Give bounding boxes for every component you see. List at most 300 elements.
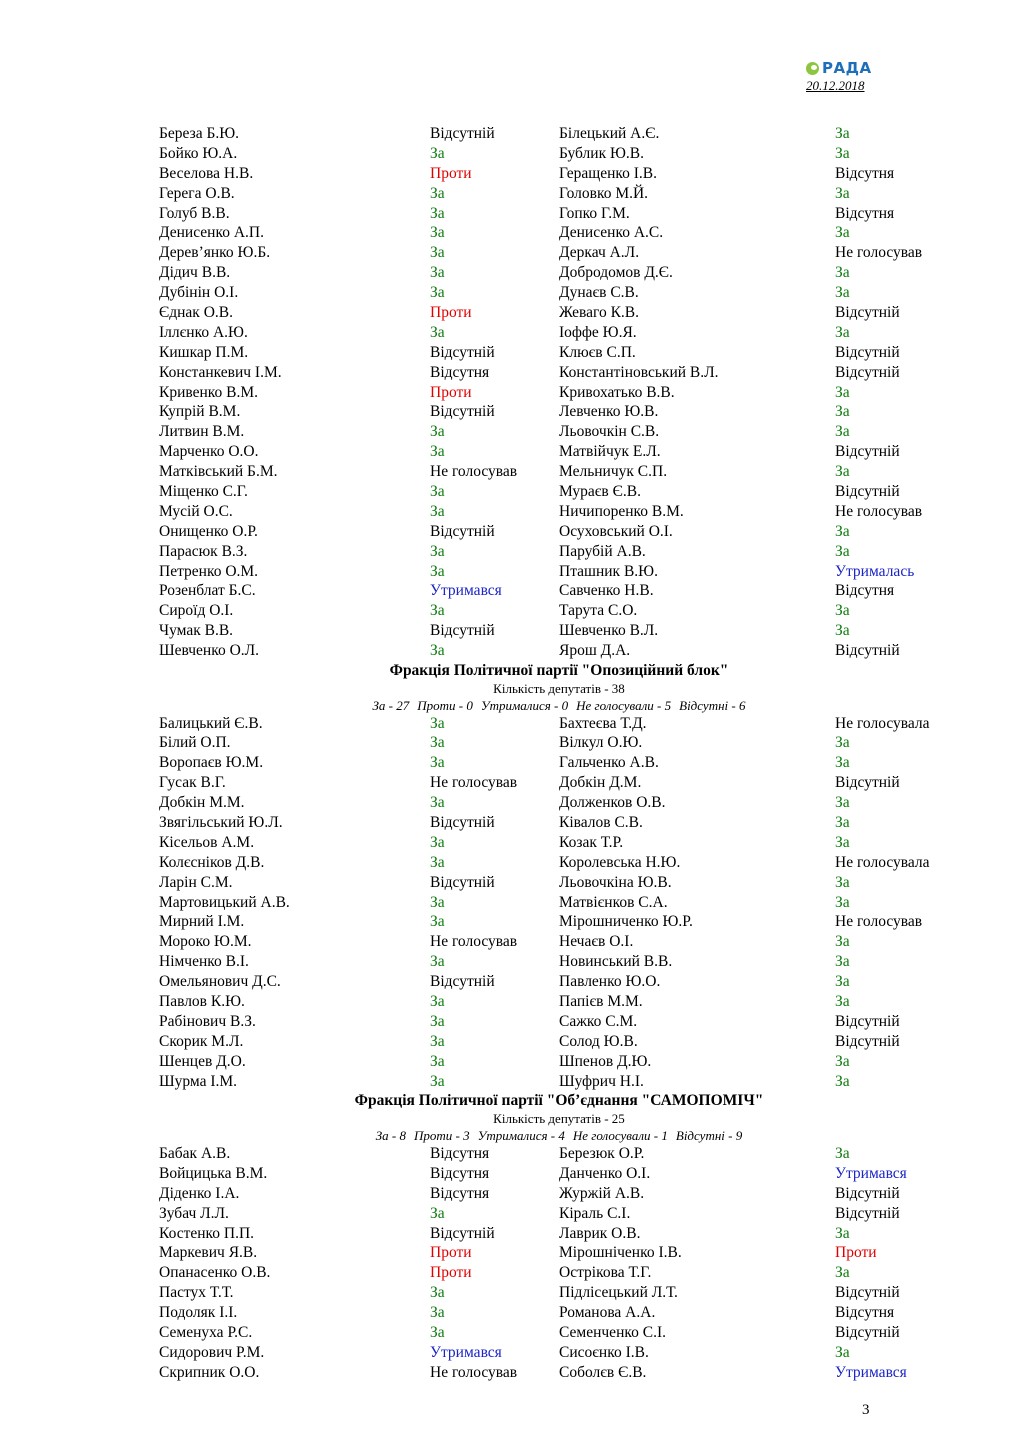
vote-result: Не голосував bbox=[835, 913, 923, 931]
deputy-name: Романова А.А. bbox=[559, 1304, 656, 1322]
deputy-row bbox=[159, 1072, 959, 1092]
deputy-row bbox=[159, 833, 959, 853]
deputy-name: Балицький Є.В. bbox=[159, 714, 263, 732]
vote-result: Проти bbox=[430, 1244, 472, 1262]
deputy-name: Добкін М.М. bbox=[159, 794, 245, 812]
deputy-name: Левченко Ю.В. bbox=[559, 403, 659, 421]
vote-results bbox=[159, 124, 959, 1383]
vote-result: За bbox=[835, 1224, 850, 1242]
deputy-row bbox=[159, 1343, 959, 1363]
vote-result: Не голосувала bbox=[835, 853, 930, 871]
deputy-name: Мельничук С.П. bbox=[559, 463, 668, 481]
deputy-name: Мороко Ю.М. bbox=[159, 933, 252, 951]
vote-result: За bbox=[835, 993, 850, 1011]
faction-vote-stat: За - 27 bbox=[372, 697, 410, 713]
deputy-name: Кишкар П.М. bbox=[159, 343, 249, 361]
vote-result: Відсутній bbox=[430, 1224, 495, 1242]
vote-result: Відсутня bbox=[835, 582, 895, 600]
deputy-row bbox=[159, 1283, 959, 1303]
vote-result: За bbox=[430, 993, 445, 1011]
deputy-row bbox=[159, 343, 959, 363]
vote-result: За bbox=[835, 184, 850, 202]
vote-result: За bbox=[835, 224, 850, 242]
deputy-name: Скорик М.Л. bbox=[159, 1032, 244, 1050]
deputy-name: Осуховський О.І. bbox=[559, 522, 673, 540]
vote-result: За bbox=[430, 502, 445, 520]
deputy-name: Константіновський В.Л. bbox=[559, 363, 719, 381]
deputy-name: Павленко Ю.О. bbox=[559, 973, 661, 991]
deputy-row bbox=[159, 601, 959, 621]
deputy-row bbox=[159, 853, 959, 873]
vote-result: За bbox=[430, 323, 445, 341]
page-number: 3 bbox=[862, 1402, 870, 1418]
deputy-row bbox=[159, 1224, 959, 1244]
vote-result: За bbox=[835, 933, 850, 951]
deputy-row bbox=[159, 1184, 959, 1204]
vote-result: Утрималась bbox=[835, 562, 915, 580]
vote-result: За bbox=[835, 794, 850, 812]
deputy-row bbox=[159, 621, 959, 641]
document-date: 20.12.2018 bbox=[806, 78, 865, 93]
deputy-row bbox=[159, 1363, 959, 1383]
deputy-row bbox=[159, 522, 959, 542]
vote-result: Не голосував bbox=[430, 933, 518, 951]
deputy-name: Іоффе Ю.Я. bbox=[559, 323, 637, 341]
deputy-name: Голуб В.В. bbox=[159, 204, 230, 222]
deputy-row bbox=[159, 813, 959, 833]
deputy-name: Омельянович Д.С. bbox=[159, 973, 281, 991]
vote-result: Відсутня bbox=[430, 1144, 490, 1162]
deputy-row bbox=[159, 952, 959, 972]
faction-vote-stats bbox=[159, 1127, 959, 1144]
vote-result: За bbox=[835, 1144, 850, 1162]
vote-result: За bbox=[430, 1072, 445, 1090]
vote-result: За bbox=[430, 1204, 445, 1222]
deputy-name: Журжій А.В. bbox=[559, 1184, 645, 1202]
faction-vote-stat: Відсутні - 6 bbox=[679, 697, 746, 713]
deputy-name: Білецький А.Є. bbox=[559, 125, 660, 142]
vote-result: Відсутній bbox=[835, 443, 900, 461]
vote-result: Відсутній bbox=[430, 125, 495, 142]
deputy-name: Добкін Д.М. bbox=[559, 774, 642, 792]
vote-result: Відсутній bbox=[835, 1284, 900, 1302]
deputy-name: Парубій А.В. bbox=[559, 542, 646, 560]
deputy-name: Долженков О.В. bbox=[559, 794, 666, 812]
deputy-name: Гальченко А.В. bbox=[559, 754, 659, 772]
deputy-row bbox=[159, 542, 959, 562]
faction-vote-stat: Не голосували - 5 bbox=[576, 697, 672, 713]
deputy-row bbox=[159, 992, 959, 1012]
deputy-name: Єднак О.В. bbox=[159, 304, 233, 322]
vote-result: Не голосував bbox=[430, 463, 518, 481]
faction-vote-stats bbox=[159, 697, 959, 714]
deputy-name: Шуфрич Н.І. bbox=[559, 1072, 644, 1090]
deputy-name: Іллєнко А.Ю. bbox=[159, 323, 248, 341]
vote-result: За bbox=[835, 522, 850, 540]
vote-result: Відсутній bbox=[835, 483, 900, 501]
vote-result: Відсутня bbox=[835, 204, 895, 222]
deputy-row bbox=[159, 184, 959, 204]
vote-result: Відсутній bbox=[430, 973, 495, 991]
deputy-row bbox=[159, 793, 959, 813]
deputy-row bbox=[159, 873, 959, 893]
vote-result: Відсутній bbox=[835, 304, 900, 322]
deputy-name: Гопко Г.М. bbox=[559, 204, 630, 222]
vote-result: За bbox=[430, 953, 445, 971]
deputy-name: Лаврик О.В. bbox=[559, 1224, 641, 1242]
deputy-name: Мірошніченко І.В. bbox=[559, 1244, 682, 1262]
vote-result: За bbox=[430, 1304, 445, 1322]
vote-result: За bbox=[430, 542, 445, 560]
vote-result: Відсутній bbox=[835, 1032, 900, 1050]
deputy-name: Ничипоренко В.М. bbox=[559, 502, 684, 520]
vote-result: Відсутній bbox=[835, 642, 900, 660]
vote-result: За bbox=[430, 714, 445, 732]
vote-result: Відсутній bbox=[430, 522, 495, 540]
vote-result: За bbox=[430, 423, 445, 441]
vote-result: Відсутня bbox=[835, 164, 895, 182]
vote-result: За bbox=[430, 562, 445, 580]
deputy-name: Вілкул О.Ю. bbox=[559, 734, 643, 752]
deputy-name: Гусак В.Г. bbox=[159, 774, 226, 792]
deputy-row bbox=[159, 442, 959, 462]
deputy-name: Веселова Н.В. bbox=[159, 164, 254, 182]
deputy-row bbox=[159, 124, 959, 144]
faction-vote-stat: Проти - 3 bbox=[414, 1127, 470, 1143]
deputy-name: Новинський В.В. bbox=[559, 953, 673, 971]
vote-result: Проти bbox=[430, 383, 472, 401]
vote-result: За bbox=[835, 622, 850, 640]
deputy-row bbox=[159, 1032, 959, 1052]
deputy-row bbox=[159, 773, 959, 793]
deputy-row bbox=[159, 323, 959, 343]
deputy-row bbox=[159, 422, 959, 442]
vote-result: Відсутній bbox=[430, 343, 495, 361]
vote-result: Відсутній bbox=[835, 343, 900, 361]
vote-result: Відсутня bbox=[430, 1164, 490, 1182]
deputy-row bbox=[159, 1323, 959, 1343]
deputy-name: Звягільський Ю.Л. bbox=[159, 814, 283, 831]
vote-result: За bbox=[835, 754, 850, 772]
vote-result: За bbox=[835, 1052, 850, 1070]
deputy-row bbox=[159, 303, 959, 323]
deputy-name: Підлісецький Л.Т. bbox=[559, 1284, 678, 1302]
deputy-name: Матківський Б.М. bbox=[159, 463, 278, 481]
deputy-row bbox=[159, 1243, 959, 1263]
deputy-name: Данченко О.І. bbox=[559, 1164, 651, 1182]
deputy-name: Головко М.Й. bbox=[559, 184, 649, 202]
vote-result: За bbox=[430, 1032, 445, 1050]
vote-result: За bbox=[430, 144, 445, 162]
deputy-name: Острікова Т.Г. bbox=[559, 1264, 652, 1282]
deputy-name: Парасюк В.З. bbox=[159, 542, 248, 560]
deputy-row bbox=[159, 733, 959, 753]
vote-result: Не голосував bbox=[835, 244, 923, 262]
faction-vote-stat: Утрималися - 0 bbox=[480, 697, 569, 713]
vote-result: Не голосував bbox=[430, 774, 518, 792]
vote-result: Проти bbox=[430, 164, 472, 182]
vote-result: За bbox=[835, 264, 850, 282]
deputy-name: Білий О.П. bbox=[159, 734, 231, 752]
deputy-name: Шенцев Д.О. bbox=[159, 1052, 246, 1070]
vote-result: За bbox=[835, 542, 850, 560]
deputy-name: Кривохатько В.В. bbox=[559, 383, 675, 401]
deputy-name: Сироїд О.І. bbox=[159, 602, 234, 620]
vote-result: За bbox=[430, 1323, 445, 1341]
vote-result: За bbox=[430, 602, 445, 620]
deputy-name: Зубач Л.Л. bbox=[159, 1204, 229, 1222]
vote-result: Відсутній bbox=[835, 1012, 900, 1030]
deputy-name: Береза Б.Ю. bbox=[159, 125, 240, 142]
deputy-name: Ківалов С.В. bbox=[559, 814, 643, 831]
deputy-row bbox=[159, 144, 959, 164]
faction-vote-stat: Відсутні - 9 bbox=[675, 1127, 743, 1143]
deputy-name: Мураєв Є.В. bbox=[559, 483, 641, 501]
vote-result: За bbox=[835, 893, 850, 911]
deputy-name: Бойко Ю.А. bbox=[159, 144, 238, 162]
deputy-row bbox=[159, 363, 959, 383]
vote-result: За bbox=[835, 323, 850, 341]
deputy-name: Королевська Н.Ю. bbox=[559, 853, 681, 871]
deputy-name: Констанкевич І.М. bbox=[159, 363, 282, 381]
deputy-name: Мирний І.М. bbox=[159, 913, 245, 931]
deputy-row bbox=[159, 263, 959, 283]
faction-vote-stat: Проти - 0 bbox=[417, 697, 473, 713]
vote-result: За bbox=[835, 463, 850, 481]
vote-result: Відсутній bbox=[835, 774, 900, 792]
vote-result: Проти bbox=[430, 304, 472, 322]
vote-result: За bbox=[835, 833, 850, 851]
rada-logo-text: РАДА bbox=[822, 59, 872, 77]
deputy-name: Діденко І.А. bbox=[159, 1184, 240, 1202]
deputy-name: Бублик Ю.В. bbox=[559, 144, 645, 162]
vote-result: За bbox=[835, 1264, 850, 1282]
deputy-name: Семенченко С.І. bbox=[559, 1323, 666, 1341]
deputy-name: Березюк О.Р. bbox=[559, 1144, 645, 1162]
deputy-row bbox=[159, 1012, 959, 1032]
rada-logo-icon bbox=[806, 62, 819, 75]
deputy-name: Бабак А.В. bbox=[159, 1144, 231, 1162]
deputy-name: Сидорович Р.М. bbox=[159, 1343, 265, 1361]
deputy-name: Шурма І.М. bbox=[159, 1072, 238, 1090]
deputy-name: Козак Т.Р. bbox=[559, 833, 624, 851]
vote-result: За bbox=[835, 403, 850, 421]
vote-result: Відсутній bbox=[430, 873, 495, 891]
deputy-row bbox=[159, 283, 959, 303]
deputy-name: Маркевич Я.В. bbox=[159, 1244, 258, 1262]
deputy-name: Дунаєв С.В. bbox=[559, 284, 639, 302]
deputy-row bbox=[159, 1144, 959, 1164]
deputy-name: Бахтеєва Т.Д. bbox=[559, 714, 647, 732]
deputy-name: Пташник В.Ю. bbox=[559, 562, 658, 580]
faction-vote-stat: Утрималися - 4 bbox=[477, 1127, 565, 1143]
deputy-row bbox=[159, 932, 959, 952]
deputy-name: Матвієнков С.А. bbox=[559, 893, 668, 911]
deputy-name: Соболєв Є.В. bbox=[559, 1363, 647, 1381]
deputy-name: Ярош Д.А. bbox=[559, 642, 631, 660]
vote-result: Відсутня bbox=[835, 1304, 895, 1322]
vote-result: За bbox=[430, 1284, 445, 1302]
deputy-name: Сажко С.М. bbox=[559, 1012, 638, 1030]
vote-result: За bbox=[835, 734, 850, 752]
vote-result: Утримався bbox=[835, 1164, 907, 1182]
faction-title: Фракція Політичної партії "Об’єднання "САМОПОМІЧ" bbox=[354, 1092, 764, 1110]
deputy-name: Онищенко О.Р. bbox=[159, 522, 258, 540]
deputy-name: Німченко В.І. bbox=[159, 953, 249, 971]
deputy-row bbox=[159, 1164, 959, 1184]
vote-result: За bbox=[835, 953, 850, 971]
vote-result: Утримався bbox=[430, 582, 502, 600]
vote-result: Проти bbox=[430, 1264, 472, 1282]
deputy-name: Жеваго К.В. bbox=[559, 304, 639, 322]
deputy-row bbox=[159, 1204, 959, 1224]
deputy-row bbox=[159, 562, 959, 582]
faction-vote-stat: Не голосували - 1 bbox=[572, 1127, 668, 1143]
deputy-name: Клюєв С.П. bbox=[559, 343, 636, 361]
vote-result: За bbox=[430, 1052, 445, 1070]
vote-result: За bbox=[430, 853, 445, 871]
vote-result: За bbox=[835, 144, 850, 162]
deputy-name: Купрій В.М. bbox=[159, 403, 241, 421]
vote-result: Відсутня bbox=[430, 1184, 490, 1202]
deputy-row bbox=[159, 204, 959, 224]
deputy-name: Литвин В.М. bbox=[159, 423, 245, 441]
deputy-row bbox=[159, 1052, 959, 1072]
deputy-name: Сисоєнко І.В. bbox=[559, 1343, 649, 1361]
deputy-name: Шпенов Д.Ю. bbox=[559, 1052, 652, 1070]
deputy-row bbox=[159, 1303, 959, 1323]
deputy-name: Денисенко А.С. bbox=[559, 224, 664, 242]
vote-result: За bbox=[430, 204, 445, 222]
deputy-name: Добродомов Д.Є. bbox=[559, 264, 673, 282]
deputy-name: Льовочкіна Ю.В. bbox=[559, 873, 672, 891]
deputy-row bbox=[159, 462, 959, 482]
deputy-name: Мірошниченко Ю.Р. bbox=[559, 913, 693, 931]
vote-result: За bbox=[430, 284, 445, 302]
vote-result: За bbox=[835, 125, 850, 142]
deputy-name: Льовочкін С.В. bbox=[559, 423, 660, 441]
deputy-name: Мартовицький А.В. bbox=[159, 893, 290, 911]
faction-deputy-count: Кількість депутатів - 38 bbox=[493, 680, 625, 696]
vote-result: За bbox=[430, 754, 445, 772]
vote-result: За bbox=[835, 423, 850, 441]
vote-result: За bbox=[430, 833, 445, 851]
deputy-row bbox=[159, 1263, 959, 1283]
deputy-name: Дідич В.В. bbox=[159, 264, 231, 282]
vote-result: За bbox=[835, 1072, 850, 1090]
deputy-name: Міщенко С.Г. bbox=[159, 483, 248, 501]
deputy-name: Семенуха Р.С. bbox=[159, 1323, 253, 1341]
deputy-name: Папієв М.М. bbox=[559, 993, 643, 1011]
vote-result: Відсутній bbox=[430, 814, 495, 831]
faction-title: Фракція Політичної партії "Опозиційний блок" bbox=[389, 662, 729, 680]
vote-result: За bbox=[430, 893, 445, 911]
deputy-name: Денисенко А.П. bbox=[159, 224, 264, 242]
deputy-row bbox=[159, 243, 959, 263]
vote-result: Не голосувала bbox=[835, 714, 930, 732]
deputy-name: Скрипник О.О. bbox=[159, 1363, 260, 1381]
vote-result: Відсутній bbox=[835, 1323, 900, 1341]
faction-deputy-count: Кількість депутатів - 25 bbox=[493, 1110, 625, 1126]
vote-result: За bbox=[430, 734, 445, 752]
deputy-name: Деркач А.Л. bbox=[559, 244, 640, 262]
deputy-name: Нечаєв О.І. bbox=[559, 933, 634, 951]
deputy-row bbox=[159, 641, 959, 661]
deputy-name: Кривенко В.М. bbox=[159, 383, 259, 401]
faction-vote-stat: За - 8 bbox=[375, 1127, 407, 1143]
vote-result: Відсутній bbox=[835, 363, 900, 381]
vote-result: Відсутній bbox=[835, 1184, 900, 1202]
deputy-row bbox=[159, 164, 959, 184]
deputy-name: Дубінін О.І. bbox=[159, 284, 239, 302]
vote-result: За bbox=[430, 244, 445, 262]
deputy-name: Матвійчук Е.Л. bbox=[559, 443, 661, 461]
deputy-name: Воропаєв Ю.М. bbox=[159, 754, 264, 772]
vote-result: За bbox=[430, 224, 445, 242]
vote-result: За bbox=[835, 973, 850, 991]
vote-result: За bbox=[835, 383, 850, 401]
deputy-name: Мусій О.С. bbox=[159, 502, 233, 520]
vote-result: За bbox=[430, 913, 445, 931]
deputy-name: Рабінович В.З. bbox=[159, 1012, 256, 1030]
deputy-name: Савченко Н.В. bbox=[559, 582, 654, 600]
deputy-name: Шевченко О.Л. bbox=[159, 642, 260, 660]
deputy-row bbox=[159, 482, 959, 502]
vote-result: За bbox=[430, 642, 445, 660]
deputy-row bbox=[159, 972, 959, 992]
deputy-row bbox=[159, 753, 959, 773]
vote-result: За bbox=[430, 264, 445, 282]
deputy-name: Опанасенко О.В. bbox=[159, 1264, 271, 1282]
vote-result: Відсутній bbox=[430, 622, 495, 640]
deputy-row bbox=[159, 383, 959, 403]
vote-result: За bbox=[835, 284, 850, 302]
deputy-name: Кісельов А.М. bbox=[159, 833, 255, 851]
vote-result: Утримався bbox=[430, 1343, 502, 1361]
vote-result: За bbox=[835, 602, 850, 620]
deputy-name: Герега О.В. bbox=[159, 184, 235, 202]
deputy-name: Дерев’янко Ю.Б. bbox=[159, 244, 271, 262]
deputy-name: Войцицька В.М. bbox=[159, 1164, 268, 1182]
vote-result: За bbox=[430, 1012, 445, 1030]
deputy-row bbox=[159, 893, 959, 913]
deputy-row bbox=[159, 581, 959, 601]
vote-result: Не голосував bbox=[835, 502, 923, 520]
deputy-row bbox=[159, 223, 959, 243]
deputy-name: Павлов К.Ю. bbox=[159, 993, 245, 1011]
vote-result: Не голосував bbox=[430, 1363, 518, 1381]
deputy-name: Розенблат Б.С. bbox=[159, 582, 256, 600]
deputy-name: Шевченко В.Л. bbox=[559, 622, 659, 640]
deputy-name: Пастух Т.Т. bbox=[159, 1284, 234, 1302]
vote-result: Відсутній bbox=[835, 1204, 900, 1222]
deputy-name: Колєсніков Д.В. bbox=[159, 853, 265, 871]
deputy-name: Кіраль С.І. bbox=[559, 1204, 631, 1222]
vote-result: Утримався bbox=[835, 1363, 907, 1381]
vote-result: Проти bbox=[835, 1244, 877, 1262]
vote-result: За bbox=[835, 814, 850, 831]
rada-logo bbox=[806, 58, 872, 78]
vote-result: За bbox=[430, 794, 445, 812]
deputy-name: Подоляк І.І. bbox=[159, 1304, 238, 1322]
vote-result: За bbox=[835, 873, 850, 891]
deputy-name: Ларін С.М. bbox=[159, 873, 233, 891]
deputy-name: Солод Ю.В. bbox=[559, 1032, 638, 1050]
deputy-name: Петренко О.М. bbox=[159, 562, 259, 580]
deputy-row bbox=[159, 714, 959, 734]
deputy-name: Геращенко І.В. bbox=[559, 164, 658, 182]
deputy-row bbox=[159, 912, 959, 932]
